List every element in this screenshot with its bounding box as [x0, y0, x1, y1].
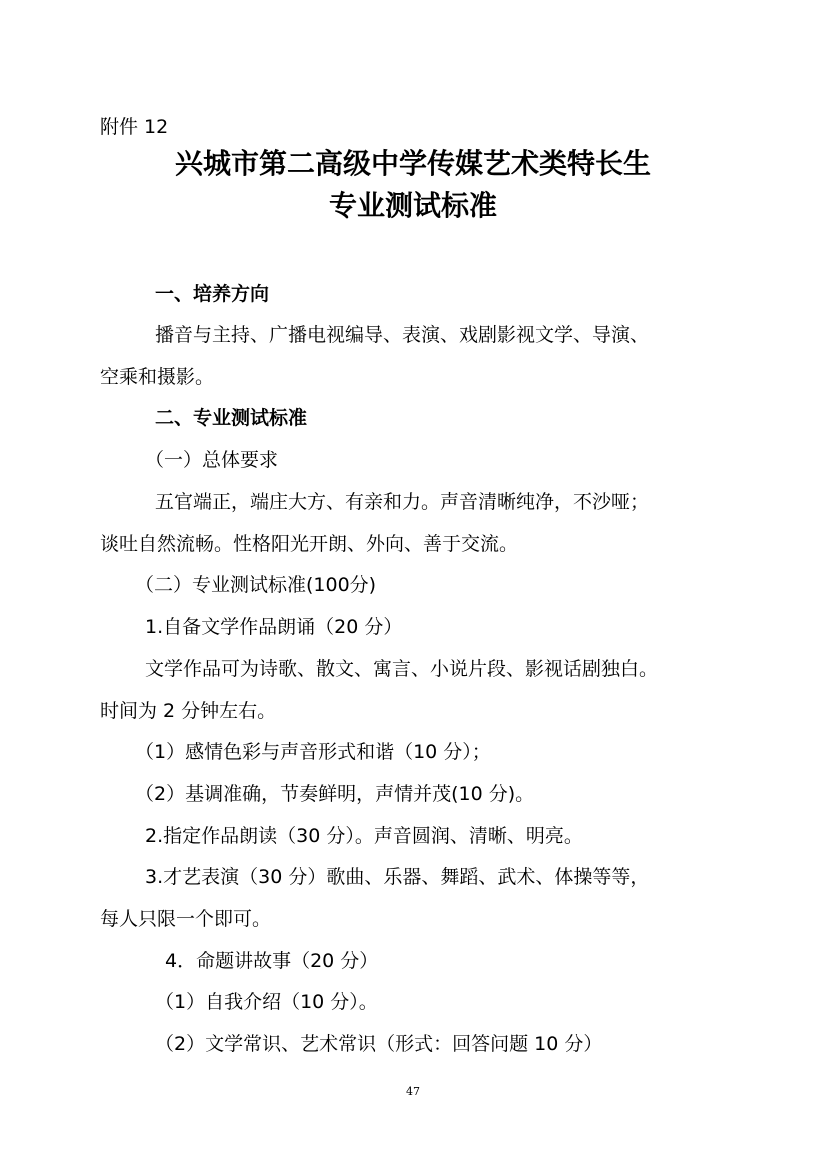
section1-paragraph-line1: 播音与主持、广播电视编导、表演、戏剧影视文学、导演、 — [155, 324, 650, 346]
page-number: 47 — [406, 1085, 420, 1098]
document-title-line2: 专业测试标准 — [328, 189, 497, 222]
item4-heading: 4．命题讲故事（20 分） — [165, 950, 379, 972]
item1-sub2: （2）基调准确，节奏鲜明，声情并茂(10 分)。 — [135, 783, 535, 805]
section2-heading: 二、专业测试标准 — [155, 407, 308, 429]
item3-line2: 每人只限一个即可。 — [100, 908, 272, 930]
item2: 2.指定作品朗读（30 分）。声音圆润、清晰、明亮。 — [145, 825, 583, 847]
subsection1-paragraph-line2: 谈吐自然流畅。性格阳光开朗、外向、善于交流。 — [100, 533, 519, 555]
item1-paragraph-line1: 文学作品可为诗歌、散文、寓言、小说片段、影视话剧独白。 — [145, 658, 659, 680]
item1-heading: 1.自备文学作品朗诵（20 分） — [145, 616, 403, 638]
section1-paragraph-line2: 空乘和摄影。 — [100, 366, 215, 388]
item4-sub2: （2）文学常识、艺术常识（形式：回答问题 10 分） — [155, 1033, 603, 1055]
item1-sub1: （1）感情色彩与声音形式和谐（10 分）； — [135, 741, 491, 763]
subsection1-heading: （一）总体要求 — [145, 449, 279, 471]
item4-sub1: （1）自我介绍（10 分）。 — [155, 991, 378, 1013]
subsection1-paragraph-line1: 五官端正，端庄大方、有亲和力。声音清晰纯净，不沙哑； — [155, 491, 650, 513]
section1-heading: 一、培养方向 — [155, 283, 270, 305]
subsection2-heading: （二）专业测试标准(100分) — [135, 574, 377, 596]
item3-line1: 3.才艺表演（30 分）歌曲、乐器、舞蹈、武术、体操等等， — [145, 866, 650, 888]
item1-paragraph-line2: 时间为 2 分钟左右。 — [100, 700, 277, 722]
attachment-label: 附件 12 — [100, 116, 169, 138]
document-title-line1: 兴城市第二高级中学传媒艺术类特长生 — [174, 147, 651, 180]
